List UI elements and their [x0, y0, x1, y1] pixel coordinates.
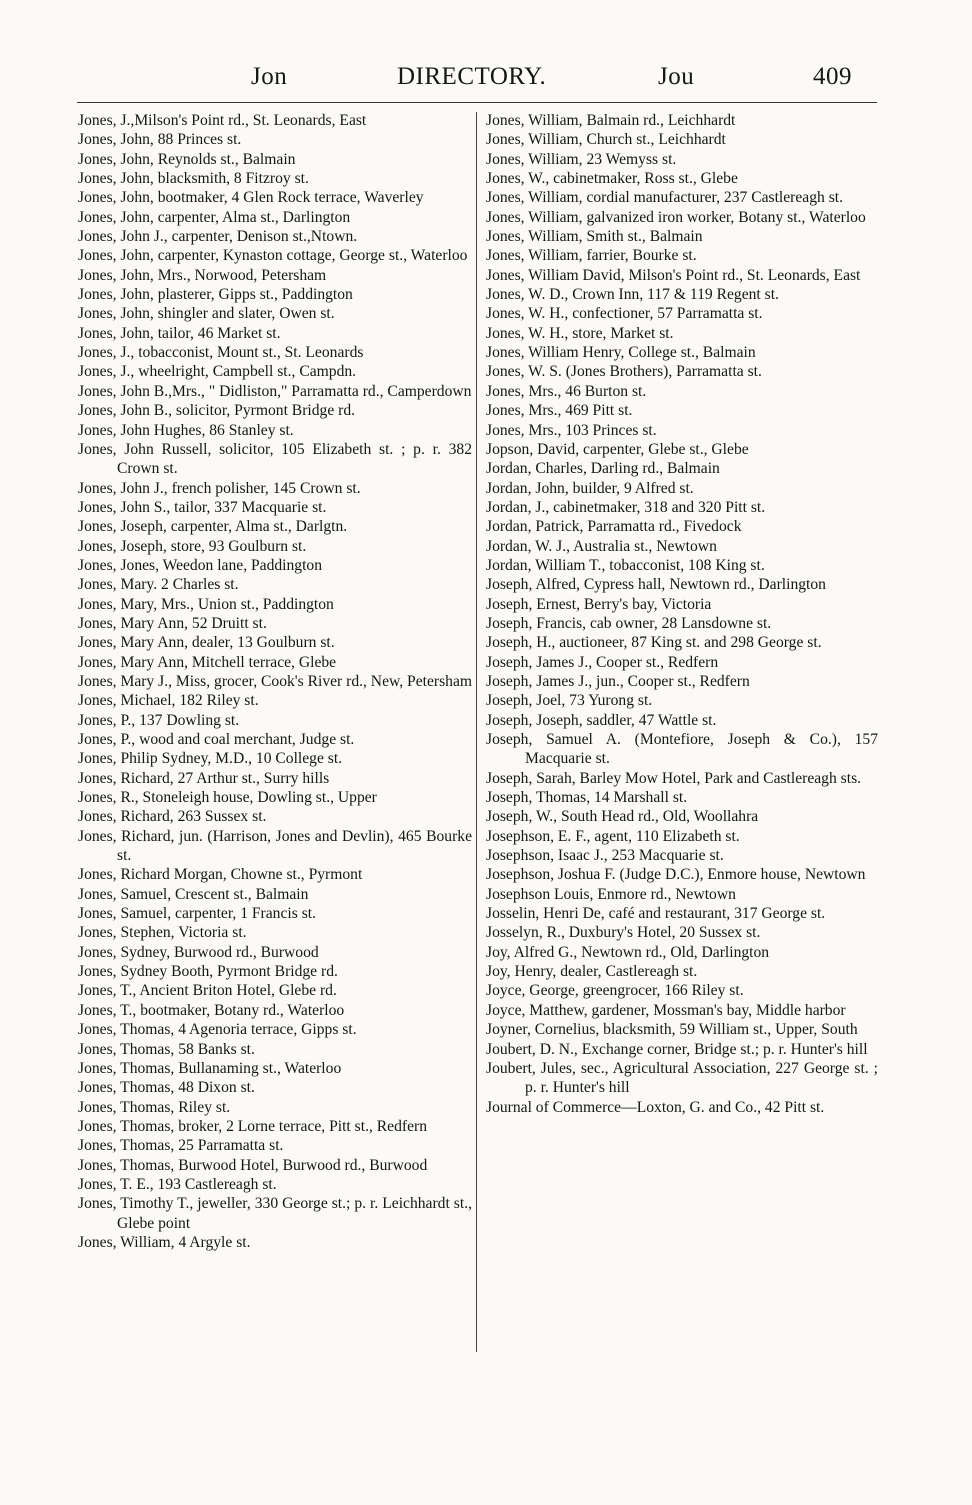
directory-entry: Joseph, Joel, 73 Yurong st.: [486, 692, 653, 710]
directory-entry: Jones, T., Ancient Briton Hotel, Glebe rd.: [78, 982, 337, 1000]
directory-entry: Joseph, James J., Cooper st., Redfern: [486, 653, 719, 671]
directory-entry: Jones, Timothy T., jeweller, 330 George st.; p. r. Leichhardt st., Glebe point: [78, 1195, 472, 1232]
directory-entry: Jones, John J., carpenter, Denison st.,Ntown.: [78, 228, 358, 246]
directory-entry: Jones, John, Mrs., Norwood, Petersham: [78, 266, 327, 284]
directory-entry: Jones, Richard, 27 Arthur st., Surry hills: [78, 769, 330, 787]
directory-entry: Jones, Mary Ann, dealer, 13 Goulburn st.: [78, 634, 335, 652]
directory-entry: Jones, Thomas, 4 Agenoria terrace, Gipps st.: [78, 1021, 357, 1039]
directory-entry: Jones, John, plasterer, Gipps st., Paddington: [78, 286, 353, 304]
directory-entry: Jones, Mary, Mrs., Union st., Paddington: [78, 595, 334, 613]
directory-entry: Joseph, Joseph, saddler, 47 Wattle st.: [486, 711, 717, 729]
directory-entry: Jones, R., Stoneleigh house, Dowling st., Upper: [78, 789, 377, 807]
directory-entry: Jordan, W. J., Australia st., Newtown: [486, 537, 717, 555]
directory-entry: Jones, J., tobacconist, Mount st., St. Leonards: [78, 344, 364, 362]
directory-entry: Jones, Richard Morgan, Chowne st., Pyrmont: [78, 866, 363, 884]
directory-entry: Joubert, D. N., Exchange corner, Bridge st.; p. r. Hunter's hill: [486, 1040, 868, 1058]
directory-entry: Jones, Jones, Weedon lane, Paddington: [78, 556, 323, 574]
directory-entry: Jones, William, cordial manufacturer, 237 Castlereagh st.: [486, 189, 844, 207]
directory-entry: Jones, T. E., 193 Castlereagh st.: [78, 1175, 277, 1193]
directory-entry: Jones, Richard, jun. (Harrison, Jones and Devlin), 465 Bourke st.: [78, 827, 472, 865]
directory-entry: Jones, Sydney, Burwood rd., Burwood: [78, 943, 319, 961]
directory-entry: Jones, John Hughes, 86 Stanley st.: [78, 421, 294, 439]
directory-entry: Joseph, Ernest, Berry's bay, Victoria: [486, 595, 712, 613]
directory-entry: Jones, John J., french polisher, 145 Crown st.: [78, 479, 361, 497]
directory-entry: Jones, John, 88 Princes st.: [78, 131, 242, 149]
header-left-word: Jon: [251, 63, 288, 90]
right-column: [486, 111, 878, 1117]
directory-entry: Jones, Thomas, Bullanaming st., Waterloo: [78, 1059, 342, 1077]
directory-entry: Jones, Mary Ann, 52 Druitt st.: [78, 614, 267, 632]
directory-entry: Jones, John, blacksmith, 8 Fitzroy st.: [78, 170, 309, 188]
directory-entry: Joyce, Matthew, gardener, Mossman's bay, Middle harbor: [486, 1001, 846, 1019]
directory-entry: Jones, J.,Milson's Point rd., St. Leonards, East: [78, 112, 367, 129]
directory-entry: Jones, Thomas, Burwood Hotel, Burwood rd., Burwood: [78, 1156, 428, 1174]
directory-entry: Jopson, David, carpenter, Glebe st., Glebe: [486, 440, 749, 458]
directory-entry: Josselyn, R., Duxbury's Hotel, 20 Sussex st.: [486, 924, 761, 942]
directory-entry: Jones, Joseph, store, 93 Goulburn st.: [78, 537, 307, 555]
directory-entry: Jordan, John, builder, 9 Alfred st.: [486, 479, 694, 497]
directory-entry: Jones, William, Smith st., Balmain: [486, 228, 703, 246]
directory-entry: Josephson Louis, Enmore rd., Newtown: [486, 885, 736, 903]
directory-entry: Jones, John, shingler and slater, Owen st.: [78, 305, 335, 323]
directory-entry: Jones, P., 137 Dowling st.: [78, 711, 240, 729]
directory-entry: Jones, W. S. (Jones Brothers), Parramatta st.: [486, 363, 762, 381]
directory-entry: Jones, Thomas, Riley st.: [78, 1098, 231, 1116]
directory-entry: Jones, Sydney Booth, Pyrmont Bridge rd.: [78, 963, 338, 981]
directory-entry: Jones, J., wheelright, Campbell st., Campdn.: [78, 363, 357, 381]
directory-entry: Jones, John, carpenter, Alma st., Darlington: [78, 208, 351, 226]
directory-entry: Joubert, Jules, sec., Agricultural Association, 227 George st. ; p. r. Hunter's hill: [486, 1059, 878, 1097]
directory-entry: Jones, Thomas, broker, 2 Lorne terrace, Pitt st., Redfern: [78, 1117, 427, 1135]
directory-entry: Joseph, Alfred, Cypress hall, Newtown rd., Darlington: [486, 576, 826, 594]
directory-entry: Jordan, J., cabinetmaker, 318 and 320 Pitt st.: [486, 498, 766, 516]
directory-entry: Jones, Michael, 182 Riley st.: [78, 692, 259, 710]
directory-entry: Jones, Samuel, Crescent st., Balmain: [78, 885, 309, 903]
directory-entry: Joy, Alfred G., Newtown rd., Old, Darlington: [486, 943, 770, 961]
directory-entry: Joseph, James J., jun., Cooper st., Redfern: [486, 672, 750, 690]
directory-entry: Jones, Joseph, carpenter, Alma st., Darlgtn.: [78, 518, 348, 536]
directory-entry: Jones, John Russell, solicitor, 105 Elizabeth st. ; p. r. 382 Crown st.: [78, 440, 472, 478]
directory-entry: Jones, John, carpenter, Kynaston cottage, George st., Waterloo: [78, 247, 468, 265]
column-divider: [476, 112, 477, 1352]
directory-entry: Jones, William, 23 Wemyss st.: [486, 150, 677, 168]
directory-entry: Jones, Samuel, carpenter, 1 Francis st.: [78, 905, 316, 923]
directory-entry: Jones, Richard, 263 Sussex st.: [78, 808, 267, 826]
directory-entry: Jones, William, farrier, Bourke st.: [486, 247, 697, 265]
directory-entry: Josephson, E. F., agent, 110 Elizabeth st.: [486, 827, 740, 845]
directory-entry: Jones, Mrs., 46 Burton st.: [486, 382, 647, 400]
directory-entry: Jones, William, Church st., Leichhardt: [486, 131, 726, 149]
directory-entry: Jordan, Patrick, Parramatta rd., Fivedock: [486, 518, 742, 536]
directory-entry: Jones, Philip Sydney, M.D., 10 College st.: [78, 750, 343, 768]
directory-entry: Jones, W. D., Crown Inn, 117 & 119 Regent st.: [486, 286, 779, 304]
directory-entry: Jones, T., bootmaker, Botany rd., Waterloo: [78, 1001, 345, 1019]
directory-entry: Jones, Mary. 2 Charles st.: [78, 576, 239, 594]
directory-entry: Jones, William Henry, College st., Balmain: [486, 344, 756, 362]
directory-entry: Jones, Thomas, 25 Parramatta st.: [78, 1137, 284, 1155]
page-number: 409: [813, 63, 852, 90]
directory-entry: Joseph, Francis, cab owner, 28 Lansdowne st.: [486, 614, 772, 632]
directory-entry: Jones, William, 4 Argyle st.: [78, 1233, 251, 1251]
left-column: [78, 111, 472, 1252]
directory-entry: Joseph, Sarah, Barley Mow Hotel, Park and Castlereagh sts.: [486, 769, 862, 787]
directory-entry: Joseph, Thomas, 14 Marshall st.: [486, 789, 688, 807]
directory-entry: Jones, Mrs., 469 Pitt st.: [486, 402, 633, 420]
directory-entry: Jones, W. H., store, Market st.: [486, 324, 674, 342]
directory-entry: Jones, P., wood and coal merchant, Judge st.: [78, 731, 355, 748]
directory-entry: Joy, Henry, dealer, Castlereagh st.: [486, 963, 698, 981]
directory-entry: Jones, Mrs., 103 Princes st.: [486, 421, 657, 439]
directory-entry: Jones, John S., tailor, 337 Macquarie st.: [78, 498, 327, 516]
header-right-word: Jou: [658, 63, 695, 90]
directory-entry: Jones, William, galvanized iron worker, Botany st., Waterloo: [486, 208, 866, 226]
directory-entry: Jones, Mary Ann, Mitchell terrace, Glebe: [78, 653, 337, 671]
directory-entry: Jones, John, tailor, 46 Market st.: [78, 324, 281, 342]
directory-entry: Jones, William, Balmain rd., Leichhardt: [486, 112, 736, 129]
directory-entry: Jordan, William T., tobacconist, 108 King st.: [486, 556, 765, 574]
directory-entry: Jones, Mary J., Miss, grocer, Cook's River rd., New, Petersham: [78, 672, 472, 690]
directory-entry: Jones, William David, Milson's Point rd., St. Leonards, East: [486, 266, 861, 284]
directory-entry: Joseph, H., auctioneer, 87 King st. and 298 George st.: [486, 634, 822, 652]
directory-entry: Jones, John B., solicitor, Pyrmont Bridge rd.: [78, 402, 356, 420]
directory-entry: Jones, W. H., confectioner, 57 Parramatta st.: [486, 305, 763, 323]
directory-entry: Journal of Commerce—Loxton, G. and Co., 42 Pitt st.: [486, 1098, 825, 1116]
directory-entry: Joyce, George, greengrocer, 166 Riley st.: [486, 982, 744, 1000]
directory-entry: Jones, W., cabinetmaker, Ross st., Glebe: [486, 170, 738, 188]
header-title: DIRECTORY.: [397, 63, 547, 90]
directory-entry: Josephson, Isaac J., 253 Macquarie st.: [486, 847, 724, 865]
directory-entry: Jones, John, Reynolds st., Balmain: [78, 150, 296, 168]
directory-entry: Joseph, Samuel A. (Montefiore, Joseph & Co.), 157 Macquarie st.: [486, 731, 878, 768]
directory-entry: Joseph, W., South Head rd., Old, Woollahra: [486, 808, 759, 826]
directory-entry: Josephson, Joshua F. (Judge D.C.), Enmore house, Newtown: [486, 866, 866, 884]
directory-entry: Jones, John B.,Mrs., " Didliston," Parramatta rd., Camperdown: [78, 382, 472, 400]
directory-entry: Jones, Thomas, 58 Banks st.: [78, 1040, 255, 1058]
directory-entry: Jones, Stephen, Victoria st.: [78, 924, 247, 942]
directory-entry: Jordan, Charles, Darling rd., Balmain: [486, 460, 720, 478]
header-rule: [77, 102, 877, 103]
directory-entry: Josselin, Henri De, café and restaurant, 317 George st.: [486, 905, 826, 923]
directory-entry: Jones, John, bootmaker, 4 Glen Rock terrace, Waverley: [78, 189, 424, 207]
directory-entry: Jones, Thomas, 48 Dixon st.: [78, 1079, 255, 1097]
directory-entry: Joyner, Cornelius, blacksmith, 59 William st., Upper, South: [486, 1021, 858, 1039]
